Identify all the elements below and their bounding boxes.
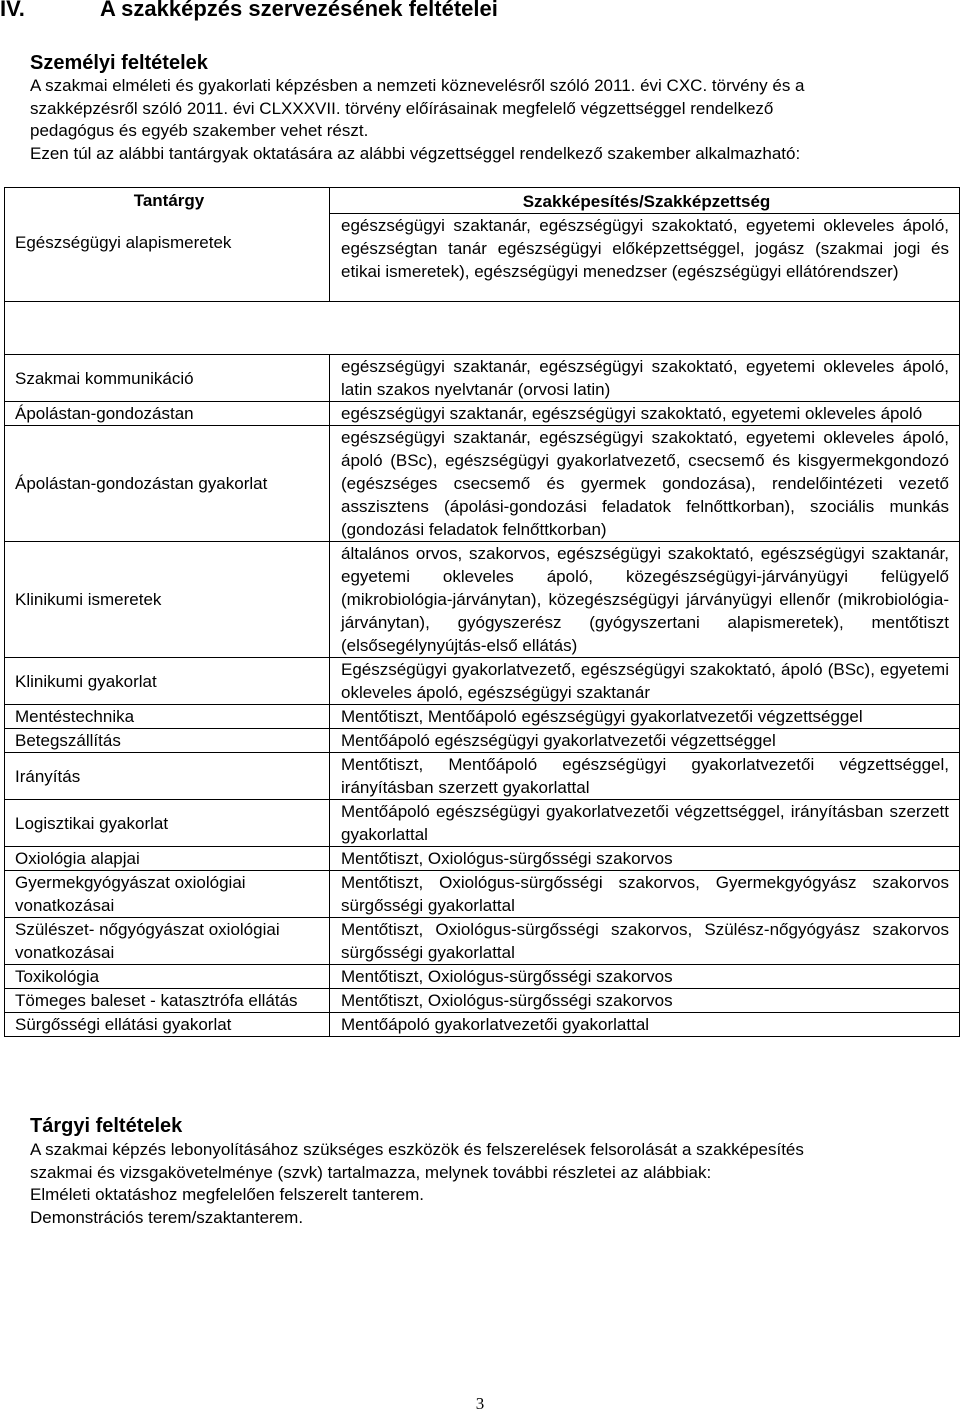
- personal-line: pedagógus és egyéb szakember vehet részt.: [30, 121, 369, 140]
- qualification-cell: egészségügyi szaktanár, egészségügyi szakoktató, egyetemi okleveles ápoló, latin szakos nyelvtanár (orvosi latin): [330, 355, 960, 402]
- subject-cell: Logisztikai gyakorlat: [5, 800, 330, 847]
- table-row: [5, 847, 960, 871]
- subject-cell: Tömeges baleset - katasztrófa ellátás: [5, 989, 330, 1013]
- page-number: 3: [475, 1394, 485, 1413]
- table-row: [5, 402, 960, 426]
- qualification-cell: Mentőtiszt, Oxiológus-sürgősségi szakorvos: [330, 965, 960, 989]
- table-row: [5, 753, 960, 800]
- subject-cell: Toxikológia: [5, 965, 330, 989]
- subject-name: Egészségügyi alapismeretek: [15, 233, 232, 252]
- subject-cell: Ápolástan-gondozástan: [5, 402, 330, 426]
- qualification-cell: Mentőápoló gyakorlatvezetői gyakorlattal: [330, 1013, 960, 1037]
- chapter-title: A szakképzés szervezésének feltételei: [100, 0, 498, 21]
- qualification-cell: Mentőtiszt, Oxiológus-sürgősségi szakorvos, Gyermekgyógyász szakorvos sürgősségi gyakorlattal: [330, 871, 960, 918]
- table-gap: [5, 302, 960, 355]
- qualification-cell: egészségügyi szaktanár, egészségügyi szakoktató, egyetemi okleveles ápoló: [330, 402, 960, 426]
- table-row: [5, 705, 960, 729]
- table-row: [5, 918, 960, 965]
- qualification-cell: Mentőtiszt, Mentőápoló egészségügyi gyakorlatvezetői végzettséggel: [330, 705, 960, 729]
- subject-cell: Sürgősségi ellátási gyakorlat: [5, 1013, 330, 1037]
- material-line: A szakmai képzés lebonyolításához szükséges eszközök és felszerelések felsorolását a szakképesítés: [30, 1140, 804, 1159]
- table-row: [5, 658, 960, 705]
- qualification-cell: egészségügyi szaktanár, egészségügyi szakoktató, egyetemi okleveles ápoló, egészségtan tanár egészségügyi előképzettséggel, jogász (szakmai jogi és etikai ismeretek), egészségügyi menedzser (egészségügyi ellátórendszer): [330, 214, 960, 302]
- table-row: [5, 542, 960, 658]
- material-section-title: Tárgyi feltételek: [30, 1115, 183, 1137]
- subject-cell: Mentéstechnika: [5, 705, 330, 729]
- personal-section-title: Személyi feltételek: [30, 52, 208, 74]
- subject-cell: Klinikumi gyakorlat: [5, 658, 330, 705]
- qualification-cell: Egészségügyi gyakorlatvezető, egészségügyi szakoktató, ápoló (BSc), egyetemi okleveles ápoló, egészségügyi szaktanár: [330, 658, 960, 705]
- subject-header: Tantárgy: [133, 191, 205, 210]
- table-row: [5, 965, 960, 989]
- table-row: [5, 1013, 960, 1037]
- subject-cell: Irányítás: [5, 753, 330, 800]
- table-header-row: [5, 188, 960, 214]
- material-line: Demonstrációs terem/szaktanterem.: [30, 1207, 304, 1227]
- chapter-number: IV.: [0, 0, 25, 21]
- qualification-cell: általános orvos, szakorvos, egészségügyi szakoktató, egészségügyi szaktanár, egyetemi okleveles ápoló, közegészségügyi-járványügyi felügyelő (mikrobiológia-járványtan), közegészségügyi járványügyi ellenőr (mikrobiológia-járványtan), gyógyszerész (gyógyszertani alapismeretek), mentőtiszt (elsősegélynyújtás-első ellátás): [330, 542, 960, 658]
- subject-cell: Ápolástan-gondozástan gyakorlat: [5, 426, 330, 542]
- qualification-table: [4, 187, 960, 1037]
- qualification-cell: Mentőtiszt, Oxiológus-sürgősségi szakorvos: [330, 989, 960, 1013]
- subject-cell: [5, 188, 330, 302]
- subject-cell: Oxiológia alapjai: [5, 847, 330, 871]
- personal-line: szakképzésről szóló 2011. évi CLXXXVII. törvény előírásainak megfelelő végzettséggel rendelkező: [30, 98, 774, 118]
- material-line: Elméleti oktatáshoz megfelelően felszerelt tanterem.: [30, 1185, 425, 1204]
- qualification-cell: Mentőápoló egészségügyi gyakorlatvezetői végzettséggel: [330, 729, 960, 753]
- qualification-cell: Mentőtiszt, Oxiológus-sürgősségi szakorvos, Szülész-nőgyógyász szakorvos sürgősségi gyakorlattal: [330, 918, 960, 965]
- personal-line: A szakmai elméleti és gyakorlati képzésben a nemzeti köznevelésről szóló 2011. évi CXC. törvény és a: [30, 76, 805, 95]
- qualification-cell: egészségügyi szaktanár, egészségügyi szakoktató, egyetemi okleveles ápoló, ápoló (BSc), egészségügyi gyakorlatvezető, csecsemő és kisgyermekgondozó (egészséges csecsemő és gyermek gondozása), rendelőintézeti vezető asszisztens (ápolási-gondozási feladatok felnőttkorban), szociális munkás (gondozási feladatok felnőttkorban): [330, 426, 960, 542]
- material-line: szakmai és vizsgakövetelménye (szvk) tartalmazza, melynek további részletei az alábbiak:: [30, 1162, 712, 1182]
- qualification-cell: Mentőtiszt, Mentőápoló egészségügyi gyakorlatvezetői végzettséggel, irányításban szerzett gyakorlattal: [330, 753, 960, 800]
- table-row: [5, 871, 960, 918]
- subject-cell: Szakmai kommunikáció: [5, 355, 330, 402]
- chapter-heading: [0, 0, 498, 22]
- subject-cell: Gyermekgyógyászat oxiológiai vonatkozásai: [5, 871, 330, 918]
- table-row: [5, 800, 960, 847]
- table-row: [5, 729, 960, 753]
- qualification-cell: Mentőtiszt, Oxiológus-sürgősségi szakorvos: [330, 847, 960, 871]
- material-paragraph: [30, 1139, 930, 1229]
- qualification-header: Szakképesítés/Szakképzettség: [330, 188, 960, 214]
- personal-line: Ezen túl az alábbi tantárgyak oktatására az alábbi végzettséggel rendelkező szakember alkalmazható:: [30, 143, 801, 163]
- qualification-cell: Mentőápoló egészségügyi gyakorlatvezetői végzettséggel, irányításban szerzett gyakorlattal: [330, 800, 960, 847]
- personal-paragraph: [30, 75, 930, 165]
- subject-cell: Betegszállítás: [5, 729, 330, 753]
- table-row: [5, 426, 960, 542]
- table-row: [5, 355, 960, 402]
- subject-cell: Klinikumi ismeretek: [5, 542, 330, 658]
- table-row: [5, 989, 960, 1013]
- subject-cell: Szülészet- nőgyógyászat oxiológiai vonatkozásai: [5, 918, 330, 965]
